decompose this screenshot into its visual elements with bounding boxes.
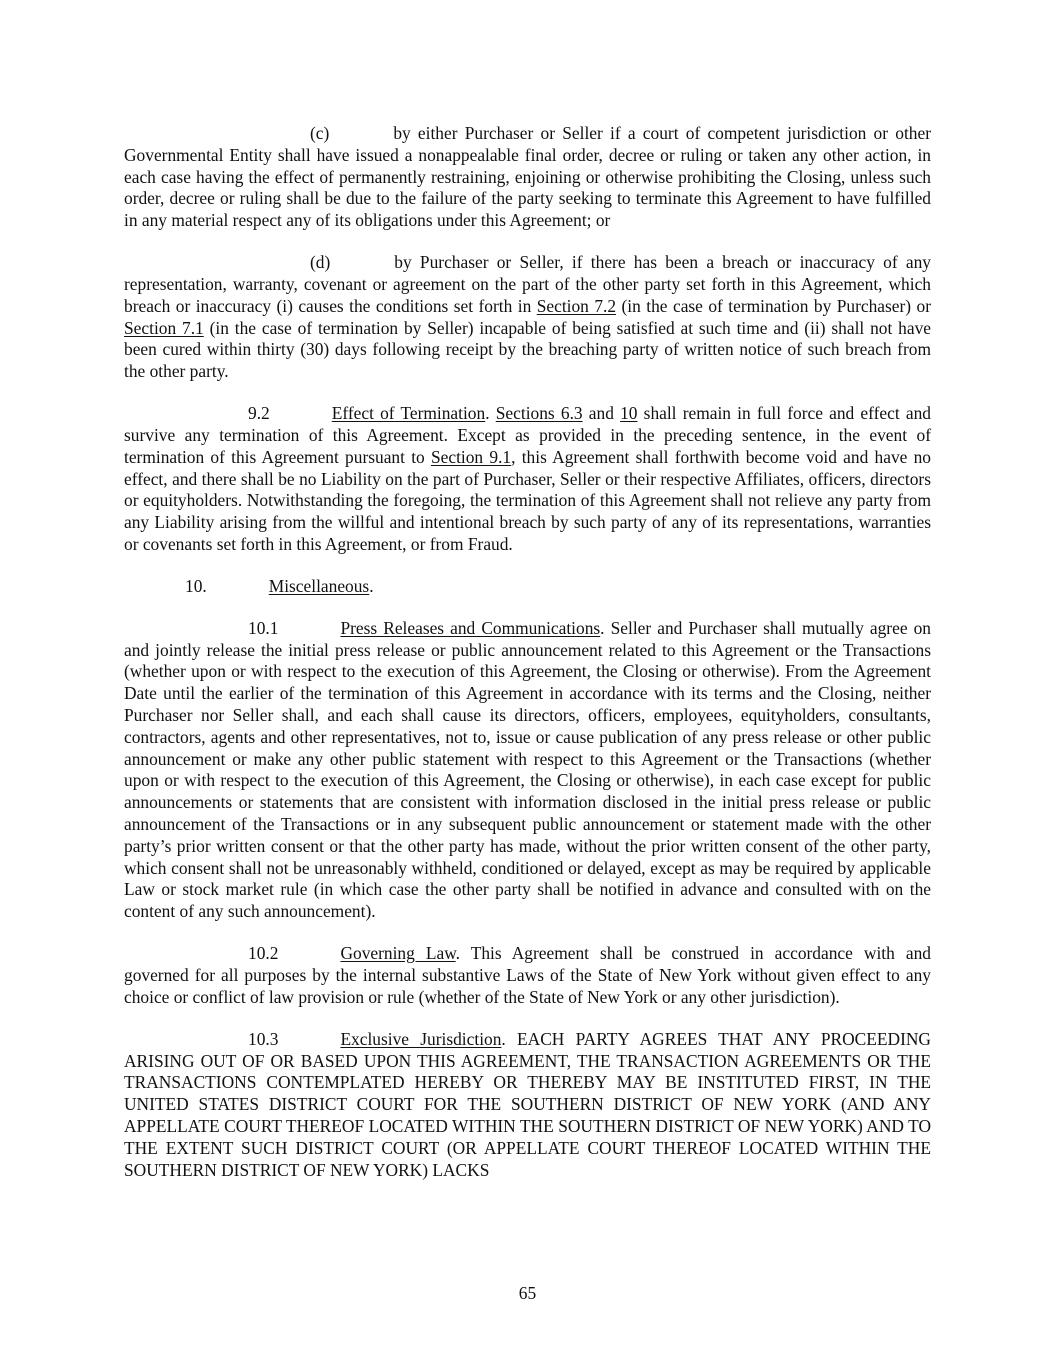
section-number: 10. xyxy=(185,575,207,596)
paragraph-9-1-c xyxy=(124,123,931,232)
section-heading: Governing Law xyxy=(340,943,456,964)
section-number: 10.2 xyxy=(248,943,279,964)
section-10-reference: 10 xyxy=(620,403,638,424)
section-text: and xyxy=(582,403,621,424)
section-10-1 xyxy=(124,618,931,923)
paragraph-9-1-d xyxy=(124,252,931,383)
section-heading: Press Releases and Communications xyxy=(340,617,601,638)
section-text: . xyxy=(485,403,496,424)
section-text: . Seller and Purchaser shall mutually agree on and jointly release the initial press release or public announcement related to this Agreement or the Transactions (whether upon or with respect to the execution of this Agreement, the Closing or otherwise). From the Agreement Date until the earlier of the termination of this Agreement in accordance with its terms and the Closing, neither Purchaser nor Seller shall, and each shall cause its directors, officers, employees, equityholders, consultants, contractors, agents and other representatives, not to, issue or cause publication of any press release or other public announcement or make any other public statement with respect to this Agreement or the Transactions (whether upon or with respect to the execution of this Agreement, the Closing or otherwise), in each case except for public announcements or statements that are consistent with information disclosed in the initial press release or public announcement of the Transactions or in any subsequent public announcement or statement made with the other party’s prior written consent or that the other party has made, without the prior written consent of the other party, which consent shall not be unreasonably withheld, conditioned or delayed, except as may be required by applicable Law or stock market rule (in which case the other party shall be notified in advance and consulted with on the content of any such announcement). xyxy=(124,617,931,922)
section-10-3 xyxy=(124,1029,931,1182)
section-number: 9.2 xyxy=(248,403,270,424)
section-10-heading xyxy=(124,576,931,598)
section-9-1-reference: Section 9.1 xyxy=(430,446,512,467)
clause-text: (in the case of termination by Seller) incapable of being satisfied at such time and (ii) shall not have been cured within thirty (30) days following receipt by the breaching party of written notice of such breach from the other party. xyxy=(124,317,931,382)
section-text: . This Agreement shall be construed in accordance with and governed for all purposes by the internal substantive Laws of the State of New York without given effect to any choice or conflict of law provision or rule (whether of the State of New York or any other jurisdiction). xyxy=(124,943,931,1007)
section-heading: Effect of Termination xyxy=(331,403,486,424)
clause-text: by Purchaser or Seller, if there has been a breach or inaccuracy of any representation, warranty, covenant or agreement on the part of the other party set forth in this Agreement, which breach or inaccuracy (i) causes the conditions set forth in xyxy=(124,252,931,316)
clause-label: (d) xyxy=(310,252,331,273)
page-number: 65 xyxy=(518,1283,537,1303)
section-number: 10.1 xyxy=(248,617,279,638)
clause-text: by either Purchaser or Seller if a court of competent jurisdiction or other Governmental Entity shall have issued a nonappealable final order, decree or ruling or taken any other action, in each case having the effect of permanently restraining, enjoining or otherwise prohibiting the Closing, unless such order, decree or ruling shall be due to the failure of the party seeking to terminate this Agreement to have fulfilled in any material respect any of its obligations under this Agreement; or xyxy=(124,123,931,231)
heading-period: . xyxy=(369,575,374,596)
clause-label: (c) xyxy=(310,123,330,143)
section-number: 10.3 xyxy=(248,1028,279,1049)
section-text: , this Agreement shall forthwith become void and have no effect, and there shall be no Liability on the part of Purchaser, Seller or their respective Affiliates, officers, directors or equityholders. Notwithstanding the foregoing, the termination of this Agreement shall not relieve any party from any Liability arising from the willful and intentional breach by such party of any of its representations, warranties or covenants set forth in this Agreement, or from Fraud. xyxy=(124,446,931,554)
section-10-2 xyxy=(124,943,931,1008)
section-heading: Miscellaneous xyxy=(268,575,370,596)
section-7-2-reference: Section 7.2 xyxy=(536,295,617,316)
clause-text: (in the case of termination by Purchaser) or xyxy=(616,295,932,316)
section-heading: Exclusive Jurisdiction xyxy=(340,1028,502,1049)
section-9-2 xyxy=(124,403,931,556)
document-page xyxy=(124,123,931,1202)
sections-6-3-reference: Sections 6.3 xyxy=(495,403,583,424)
section-text: shall remain in full force and effect and survive any termination of this Agreement. Except as provided in the preceding sentence, in the event of termination of this Agreement pursuant to xyxy=(124,403,931,467)
section-text: . EACH PARTY AGREES THAT ANY PROCEEDING ARISING OUT OF OR BASED UPON THIS AGREEMENT, THE TRANSACTION AGREEMENTS OR THE TRANSACTIONS CONTEMPLATED HEREBY OR THEREBY MAY BE INSTITUTED FIRST, IN THE UNITED STATES DISTRICT COURT FOR THE SOUTHERN DISTRICT OF NEW YORK (AND ANY APPELLATE COURT THEREOF LOCATED WITHIN THE SOUTHERN DISTRICT OF NEW YORK) AND TO THE EXTENT SUCH DISTRICT COURT (OR APPELLATE COURT THEREOF LOCATED WITHIN THE SOUTHERN DISTRICT OF NEW YORK) LACKS xyxy=(124,1028,931,1180)
section-7-1-reference: Section 7.1 xyxy=(124,317,204,338)
